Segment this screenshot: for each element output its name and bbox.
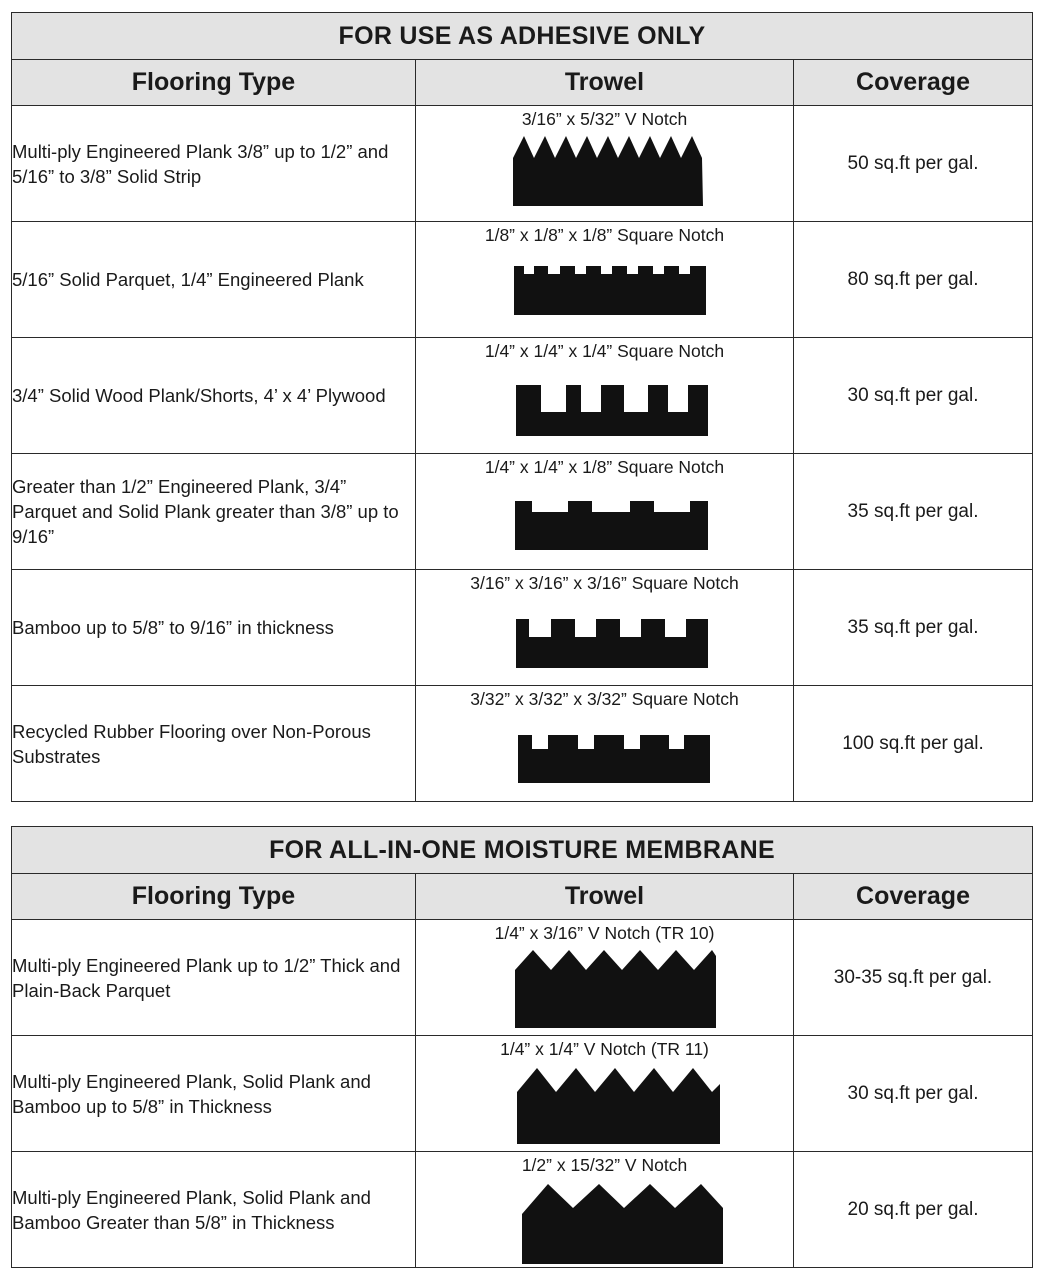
table-row <box>12 454 1033 570</box>
trowel-label: 1/2” x 15/32” V Notch <box>521 1155 688 1175</box>
moisture-membrane-table <box>11 826 1033 1268</box>
trowel-label: 3/16” x 3/16” x 3/16” Square Notch <box>470 573 739 593</box>
trowel-label: 1/4” x 1/4” x 1/4” Square Notch <box>484 341 725 361</box>
coverage-cell: 30-35 sq.ft per gal. <box>794 920 1033 1036</box>
flooring-type-cell: Multi-ply Engineered Plank 3/8” up to 1/2” and 5/16” to 3/8” Solid Strip <box>12 106 416 222</box>
coverage-cell: 20 sq.ft per gal. <box>794 1152 1033 1268</box>
flooring-type-cell: Multi-ply Engineered Plank, Solid Plank and Bamboo Greater than 5/8” in Thickness <box>12 1152 416 1268</box>
trowel-cell <box>416 570 794 686</box>
flooring-type-cell: Multi-ply Engineered Plank up to 1/2” Thick and Plain-Back Parquet <box>12 920 416 1036</box>
trowel-cell <box>416 686 794 802</box>
column-header-flooring-type: Flooring Type <box>12 874 416 920</box>
flooring-type-cell: 3/4” Solid Wood Plank/Shorts, 4’ x 4’ Plywood <box>12 338 416 454</box>
flooring-type-cell: Recycled Rubber Flooring over Non-Porous Substrates <box>12 686 416 802</box>
trowel-cell <box>416 1036 794 1152</box>
column-header-coverage: Coverage <box>794 874 1033 920</box>
trowel-cell <box>416 222 794 338</box>
v-notch-trowel-icon <box>416 130 794 222</box>
column-header-flooring-type: Flooring Type <box>12 60 416 106</box>
coverage-cell: 30 sq.ft per gal. <box>794 338 1033 454</box>
v-notch-trowel-icon <box>416 1176 794 1268</box>
flooring-type-cell: Bamboo up to 5/8” to 9/16” in thickness <box>12 570 416 686</box>
trowel-cell <box>416 920 794 1036</box>
table-row <box>12 1036 1033 1152</box>
table-row <box>12 686 1033 802</box>
trowel-label: 3/32” x 3/32” x 3/32” Square Notch <box>470 689 739 709</box>
trowel-label: 1/8” x 1/8” x 1/8” Square Notch <box>484 225 725 245</box>
table-title: FOR ALL-IN-ONE MOISTURE MEMBRANE <box>12 827 1033 874</box>
column-header-trowel: Trowel <box>416 60 794 106</box>
table-row <box>12 1152 1033 1268</box>
table-row <box>12 338 1033 454</box>
v-notch-trowel-icon <box>416 1060 794 1152</box>
trowel-label: 1/4” x 1/4” V Notch (TR 11) <box>500 1039 709 1059</box>
column-header-coverage: Coverage <box>794 60 1033 106</box>
trowel-cell <box>416 1152 794 1268</box>
flooring-type-cell: Multi-ply Engineered Plank, Solid Plank and Bamboo up to 5/8” in Thickness <box>12 1036 416 1152</box>
coverage-cell: 35 sq.ft per gal. <box>794 570 1033 686</box>
coverage-cell: 50 sq.ft per gal. <box>794 106 1033 222</box>
table-row <box>12 106 1033 222</box>
trowel-label: 3/16” x 5/32” V Notch <box>521 109 688 129</box>
flooring-type-cell: 5/16” Solid Parquet, 1/4” Engineered Plank <box>12 222 416 338</box>
table-row <box>12 222 1033 338</box>
trowel-label: 1/4” x 3/16” V Notch (TR 10) <box>494 923 715 943</box>
square-notch-trowel-icon <box>416 246 794 338</box>
trowel-cell <box>416 454 794 570</box>
coverage-cell: 80 sq.ft per gal. <box>794 222 1033 338</box>
table-title: FOR USE AS ADHESIVE ONLY <box>12 13 1033 60</box>
v-notch-trowel-icon <box>416 944 794 1036</box>
adhesive-only-table <box>11 12 1033 802</box>
table-row <box>12 570 1033 686</box>
square-notch-trowel-icon <box>416 710 794 802</box>
coverage-cell: 35 sq.ft per gal. <box>794 454 1033 570</box>
square-notch-trowel-icon <box>416 362 794 454</box>
trowel-cell <box>416 106 794 222</box>
trowel-label: 1/4” x 1/4” x 1/8” Square Notch <box>484 457 725 477</box>
square-notch-trowel-icon <box>416 594 794 686</box>
square-notch-trowel-icon <box>416 478 794 570</box>
column-header-trowel: Trowel <box>416 874 794 920</box>
table-row <box>12 920 1033 1036</box>
coverage-cell: 30 sq.ft per gal. <box>794 1036 1033 1152</box>
flooring-type-cell: Greater than 1/2” Engineered Plank, 3/4” Parquet and Solid Plank greater than 3/8” up to 9/16” <box>12 454 416 570</box>
trowel-cell <box>416 338 794 454</box>
coverage-cell: 100 sq.ft per gal. <box>794 686 1033 802</box>
